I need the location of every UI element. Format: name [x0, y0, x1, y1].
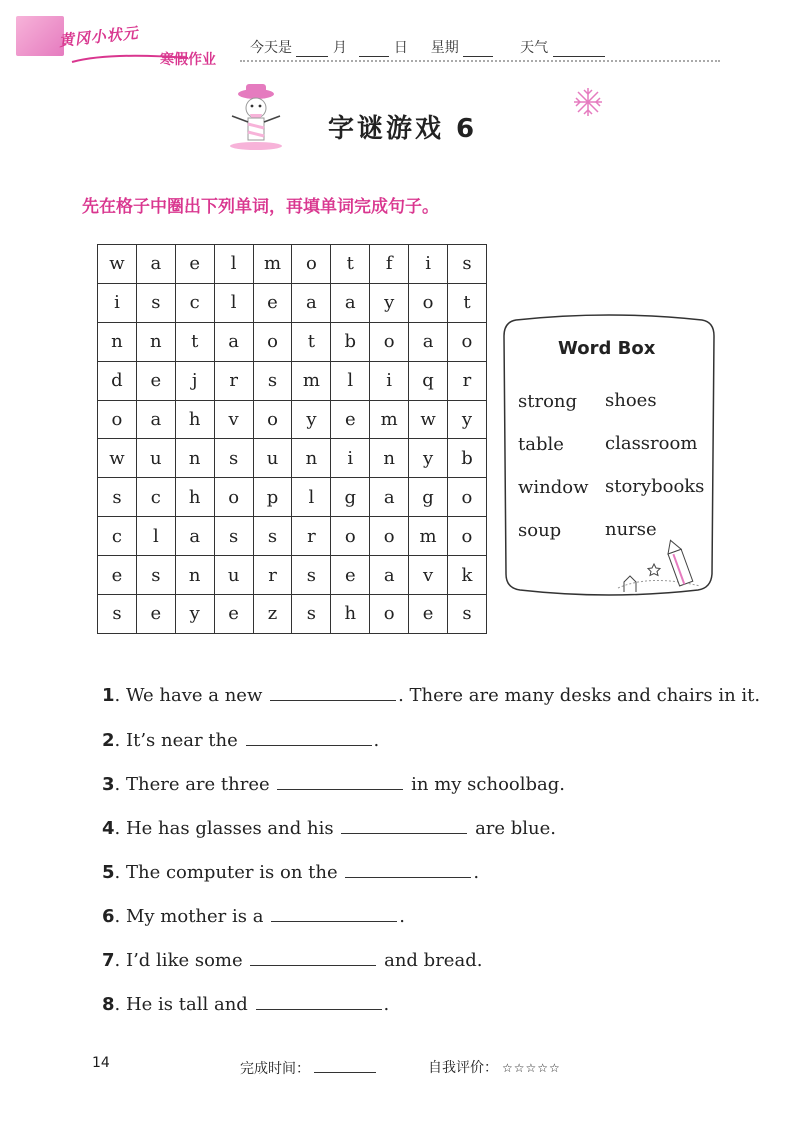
grid-cell[interactable]: v [409, 556, 448, 595]
star-icon [648, 564, 660, 576]
date-week-label: 星期 [430, 40, 459, 56]
grid-cell[interactable]: e [98, 556, 137, 595]
grid-row [98, 322, 487, 361]
grid-cell[interactable]: f [370, 245, 409, 284]
word-box-word: nurse [605, 519, 657, 540]
grid-cell[interactable]: o [214, 478, 253, 517]
grid-cell[interactable]: i [98, 283, 137, 322]
sentence-text-before: . He has glasses and his [114, 818, 334, 839]
sentence-number: 7 [102, 950, 115, 971]
grid-cell[interactable]: y [409, 439, 448, 478]
word-box-title: Word Box [558, 338, 656, 359]
grid-cell[interactable]: p [253, 478, 292, 517]
grid-cell[interactable]: l [214, 245, 253, 284]
grid-row [98, 245, 487, 284]
completion-time [240, 1058, 376, 1078]
sentence-number: 4 [102, 818, 115, 839]
grid-cell[interactable]: m [292, 361, 331, 400]
week-blank[interactable] [463, 43, 493, 57]
grid-cell[interactable]: h [331, 595, 370, 634]
completion-time-label: 完成时间： [240, 1061, 310, 1077]
grid-cell[interactable]: e [253, 283, 292, 322]
grid-cell[interactable]: s [292, 595, 331, 634]
sentence-text-before: . It’s near the [114, 730, 238, 751]
sentence-8 [102, 992, 389, 1015]
grid-cell[interactable]: c [136, 478, 175, 517]
grid-cell[interactable]: a [136, 400, 175, 439]
grid-cell[interactable]: b [448, 439, 487, 478]
grid-cell[interactable]: c [175, 283, 214, 322]
grid-cell[interactable]: o [448, 322, 487, 361]
grid-cell[interactable]: n [292, 439, 331, 478]
grid-cell[interactable]: e [409, 595, 448, 634]
grid-cell[interactable]: a [370, 556, 409, 595]
answer-blank[interactable] [270, 683, 396, 701]
grid-cell[interactable]: w [98, 245, 137, 284]
sentence-text-after: . [373, 730, 380, 751]
grid-cell[interactable]: e [136, 595, 175, 634]
grid-cell[interactable]: y [292, 400, 331, 439]
self-evaluation-label: 自我评价： [428, 1060, 498, 1076]
grid-cell[interactable]: r [292, 517, 331, 556]
brand-logo-text: 黄冈小状元 [58, 23, 140, 51]
sentence-text-after: . [473, 862, 480, 883]
word-search-grid [97, 244, 487, 634]
grid-cell[interactable]: o [331, 517, 370, 556]
grid-cell[interactable]: o [370, 322, 409, 361]
grid-cell[interactable]: d [98, 361, 137, 400]
grid-cell[interactable]: s [253, 517, 292, 556]
grid-cell[interactable]: g [331, 478, 370, 517]
grid-cell[interactable]: a [214, 322, 253, 361]
word-box-word: soup [518, 520, 562, 541]
sentence-text-after: in my schoolbag. [411, 774, 565, 795]
sentence-3 [102, 772, 565, 795]
grid-cell[interactable]: w [409, 400, 448, 439]
grid-cell[interactable]: l [136, 517, 175, 556]
grid-cell[interactable]: o [448, 517, 487, 556]
answer-blank[interactable] [271, 904, 397, 922]
grid-row [98, 478, 487, 517]
grid-row [98, 595, 487, 634]
word-box-word: strong [518, 391, 578, 412]
sentence-text-before: . The computer is on the [114, 862, 338, 883]
sentence-1 [102, 683, 760, 706]
sentence-7 [102, 948, 482, 971]
word-box-word: storybooks [605, 476, 705, 497]
sentence-6 [102, 904, 405, 927]
grid-cell[interactable]: u [136, 439, 175, 478]
grid-row [98, 283, 487, 322]
grid-cell[interactable]: a [331, 283, 370, 322]
sentence-text-after: . There are many desks and chairs in it. [398, 685, 761, 706]
grid-cell[interactable]: m [409, 517, 448, 556]
grid-cell[interactable]: e [331, 400, 370, 439]
page-number: 14 [92, 1055, 110, 1071]
self-evaluation [428, 1057, 561, 1077]
grid-cell[interactable]: g [409, 478, 448, 517]
grid-cell[interactable]: o [448, 478, 487, 517]
grid-cell[interactable]: r [448, 361, 487, 400]
grid-cell[interactable]: e [214, 595, 253, 634]
grid-cell[interactable]: e [331, 556, 370, 595]
grid-cell[interactable]: q [409, 361, 448, 400]
grid-cell[interactable]: i [370, 361, 409, 400]
grid-cell[interactable]: r [214, 361, 253, 400]
grid-cell[interactable]: y [448, 400, 487, 439]
grid-cell[interactable]: t [448, 283, 487, 322]
sentence-text-before: . My mother is a [114, 906, 264, 927]
instruction-text: 先在格子中圈出下列单词，再填单词完成句子。 [82, 197, 439, 217]
grid-cell[interactable]: a [409, 322, 448, 361]
grid-cell[interactable]: t [175, 322, 214, 361]
grid-row [98, 361, 487, 400]
snowman-icon [220, 82, 290, 154]
answer-blank[interactable] [246, 728, 372, 746]
grid-cell[interactable]: s [448, 595, 487, 634]
grid-cell[interactable]: s [214, 517, 253, 556]
header-dotted-divider [240, 60, 720, 62]
grid-cell[interactable]: o [253, 322, 292, 361]
grid-cell[interactable]: u [214, 556, 253, 595]
date-month-label: 月 [332, 40, 347, 56]
grid-cell[interactable]: l [214, 283, 253, 322]
grid-cell[interactable]: o [370, 595, 409, 634]
weather-blank[interactable] [553, 43, 605, 57]
word-box-word: shoes [605, 390, 657, 411]
answer-blank[interactable] [345, 860, 471, 878]
grid-cell[interactable]: m [370, 400, 409, 439]
sentence-number: 1 [102, 685, 115, 706]
grid-cell[interactable]: s [98, 478, 137, 517]
grid-cell[interactable]: h [175, 400, 214, 439]
grid-cell[interactable]: a [370, 478, 409, 517]
grid-cell[interactable]: o [98, 400, 137, 439]
grid-cell[interactable]: o [292, 245, 331, 284]
grid-cell[interactable]: n [175, 556, 214, 595]
sentence-5 [102, 860, 479, 883]
answer-blank[interactable] [250, 948, 376, 966]
date-weather-label: 天气 [520, 40, 549, 56]
sentence-number: 6 [102, 906, 115, 927]
date-day-label: 日 [393, 40, 408, 56]
answer-blank[interactable] [341, 816, 467, 834]
grid-cell[interactable]: a [175, 517, 214, 556]
sentence-text-after: . [399, 906, 405, 927]
grid-cell[interactable]: e [136, 361, 175, 400]
sentence-number: 5 [102, 862, 115, 883]
grid-cell[interactable]: r [253, 556, 292, 595]
grid-cell[interactable]: s [136, 283, 175, 322]
grid-cell[interactable]: i [331, 439, 370, 478]
grid-cell[interactable]: t [292, 322, 331, 361]
grid-cell[interactable]: z [253, 595, 292, 634]
grid-cell[interactable]: k [448, 556, 487, 595]
header-date-line [250, 37, 605, 57]
grid-cell[interactable]: u [253, 439, 292, 478]
grid-cell[interactable]: n [175, 439, 214, 478]
sentence-text-after: . [383, 994, 390, 1015]
grid-cell[interactable]: m [253, 245, 292, 284]
sentence-text-before: . I’d like some [114, 950, 243, 971]
sentence-number: 8 [102, 994, 115, 1015]
sentence-text-before: . He is tall and [114, 994, 248, 1015]
header-subtitle: 寒假作业 [160, 52, 216, 68]
sentence-text-after: and bread. [384, 950, 483, 971]
grid-cell[interactable]: w [98, 439, 137, 478]
grid-cell[interactable]: y [370, 283, 409, 322]
word-box-word: window [518, 477, 589, 498]
grid-cell[interactable]: a [292, 283, 331, 322]
word-box-word: classroom [605, 433, 698, 454]
grid-cell[interactable]: o [253, 400, 292, 439]
date-today-label: 今天是 [250, 40, 292, 56]
grid-cell[interactable]: t [331, 245, 370, 284]
grid-cell[interactable]: h [175, 478, 214, 517]
grid-cell[interactable]: i [409, 245, 448, 284]
grid-cell[interactable]: e [175, 245, 214, 284]
grid-cell[interactable]: n [136, 322, 175, 361]
grid-cell[interactable]: y [175, 595, 214, 634]
day-blank[interactable] [359, 43, 389, 57]
grid-cell[interactable]: s [253, 361, 292, 400]
grid-row [98, 400, 487, 439]
grid-cell[interactable]: c [98, 517, 137, 556]
page-title: 字谜游戏 6 [328, 114, 478, 144]
sentence-4 [102, 816, 556, 839]
word-box-word: table [518, 434, 564, 455]
grid-cell[interactable]: o [370, 517, 409, 556]
grid-cell[interactable]: n [98, 322, 137, 361]
pencil-icon [664, 538, 693, 586]
completion-time-blank[interactable] [314, 1061, 376, 1073]
grid-cell[interactable]: l [292, 478, 331, 517]
grid-cell[interactable]: s [136, 556, 175, 595]
grid-cell[interactable]: v [214, 400, 253, 439]
header-corner-decoration [16, 16, 64, 56]
answer-blank[interactable] [277, 772, 403, 790]
rating-stars[interactable]: ☆☆☆☆☆ [502, 1061, 561, 1075]
answer-blank[interactable] [256, 992, 382, 1010]
grid-row [98, 556, 487, 595]
sentence-text-before: . We have a new [114, 685, 263, 706]
sentence-number: 3 [102, 774, 115, 795]
month-blank[interactable] [296, 43, 328, 57]
sentence-number: 2 [102, 730, 115, 751]
grid-cell[interactable]: l [331, 361, 370, 400]
grid-cell[interactable]: s [448, 245, 487, 284]
grid-cell[interactable]: n [370, 439, 409, 478]
grid-cell[interactable]: a [136, 245, 175, 284]
grid-cell[interactable]: s [292, 556, 331, 595]
sentence-text-before: . There are three [114, 774, 270, 795]
grid-cell[interactable]: o [409, 283, 448, 322]
grid-row [98, 439, 487, 478]
grid-cell[interactable]: b [331, 322, 370, 361]
grid-row [98, 517, 487, 556]
grid-cell[interactable]: s [214, 439, 253, 478]
snowflake-icon [572, 86, 604, 118]
grid-cell[interactable]: j [175, 361, 214, 400]
grid-cell[interactable]: s [98, 595, 137, 634]
sentence-text-after: are blue. [475, 818, 557, 839]
sentence-2 [102, 728, 379, 751]
